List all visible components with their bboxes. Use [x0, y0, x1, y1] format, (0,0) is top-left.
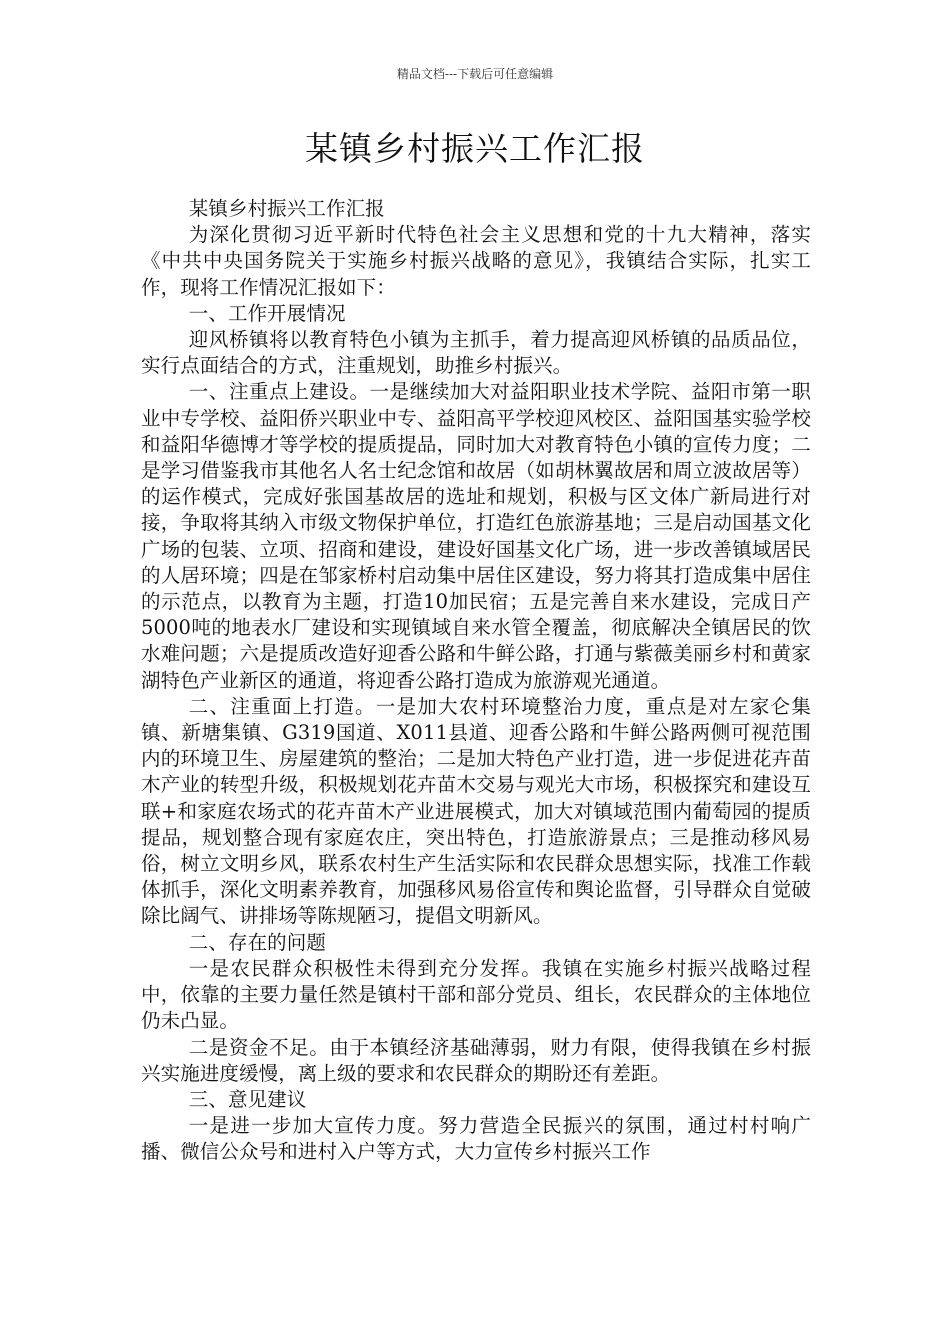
paragraph-intro: 为深化贯彻习近平新时代特色社会主义思想和党的十九大精神，落实《中共中央国务院关于实施乡村振兴战略的意见》，我镇结合实际，扎实工作，现将工作情况汇报如下：	[141, 223, 811, 299]
paragraph-point-construction: 一、注重点上建设。一是继续加大对益阳职业技术学院、益阳市第一职业中专学校、益阳侨兴职业中专、益阳高平学校迎风校区、益阳国基实验学校和益阳华德博才等学校的提质提品，同时加大对教育特色小镇的宣传力度；二是学习借鉴我市其他名人名士纪念馆和故居（如胡林翼故居和周立波故居等）的运作模式，完成好张国基故居的选址和规划，积极与区文体广新局进行对接，争取将其纳入市级文物保护单位，打造红色旅游基地；三是启动国基文化广场的包装、立项、招商和建设，建设好国基文化广场，进一步改善镇域居民的人居环境；四是在邹家桥村启动集中居住区建设，努力将其打造成集中居住的示范点，以教育为主题，打造10加民宿；五是完善自来水建设，完成日产5000吨的地表水厂建设和实现镇域自来水管全覆盖，彻底解决全镇居民的饮水难问题；六是提质改造好迎香公路和牛鲜公路，打通与紫薇美丽乡村和黄家湖特色产业新区的通道，将迎香公路打造成为旅游观光通道。	[141, 380, 811, 692]
section-heading-suggestions: 三、意见建议	[188, 1087, 307, 1111]
paragraph-suggestion-1: 一是进一步加大宣传力度。努力营造全民振兴的氛围，通过村村响广播、微信公众号和进村入户等方式，大力宣传乡村振兴工作	[141, 1114, 811, 1164]
section-heading-problems: 二、存在的问题	[188, 930, 326, 954]
paragraph-problem-2: 二是资金不足。由于本镇经济基础薄弱，财力有限，使得我镇在乡村振兴实施进度缓慢，离上级的要求和农民群众的期盼还有差距。	[141, 1035, 811, 1085]
paragraph-problem-1: 一是农民群众积极性未得到充分发挥。我镇在实施乡村振兴战略过程中，依靠的主要力量任然是镇村干部和部分党员、组长，农民群众的主体地位仍未凸显。	[141, 956, 811, 1033]
document-title: 某镇乡村振兴工作汇报	[305, 129, 645, 168]
paragraph-overview: 迎风桥镇将以教育特色小镇为主抓手，着力提高迎风桥镇的品质品位，实行点面结合的方式，注重规划，助推乡村振兴。	[141, 328, 811, 378]
paragraph-area-building: 二、注重面上打造。一是加大农村环境整治力度，重点是对左家仑集镇、新塘集镇、G319国道、X011县道、迎香公路和牛鲜公路两侧可视范围内的环境卫生、房屋建筑的整治；二是加大特色产业打造，进一步促进花卉苗木产业的转型升级，积极规划花卉苗木交易与观光大市场，积极探究和建设互联+和家庭农场式的花卉苗木产业进展模式，加大对镇域范围内葡萄园的提质提品，规划整合现有家庭农庄，突出特色，打造旅游景点；三是推动移风易俗，树立文明乡风，联系农村生产生活实际和农民群众思想实际，找准工作载体抓手，深化文明素养教育，加强移风易俗宣传和舆论监督，引导群众自觉破除比阔气、讲排场等陈规陋习，提倡文明新风。	[141, 694, 811, 928]
section-heading-work: 一、工作开展情况	[188, 301, 346, 325]
paragraph-subtitle: 某镇乡村振兴工作汇报	[188, 197, 385, 220]
header-note: 精品文档---下载后可任意编辑	[396, 67, 554, 81]
document-body	[141, 196, 811, 1166]
